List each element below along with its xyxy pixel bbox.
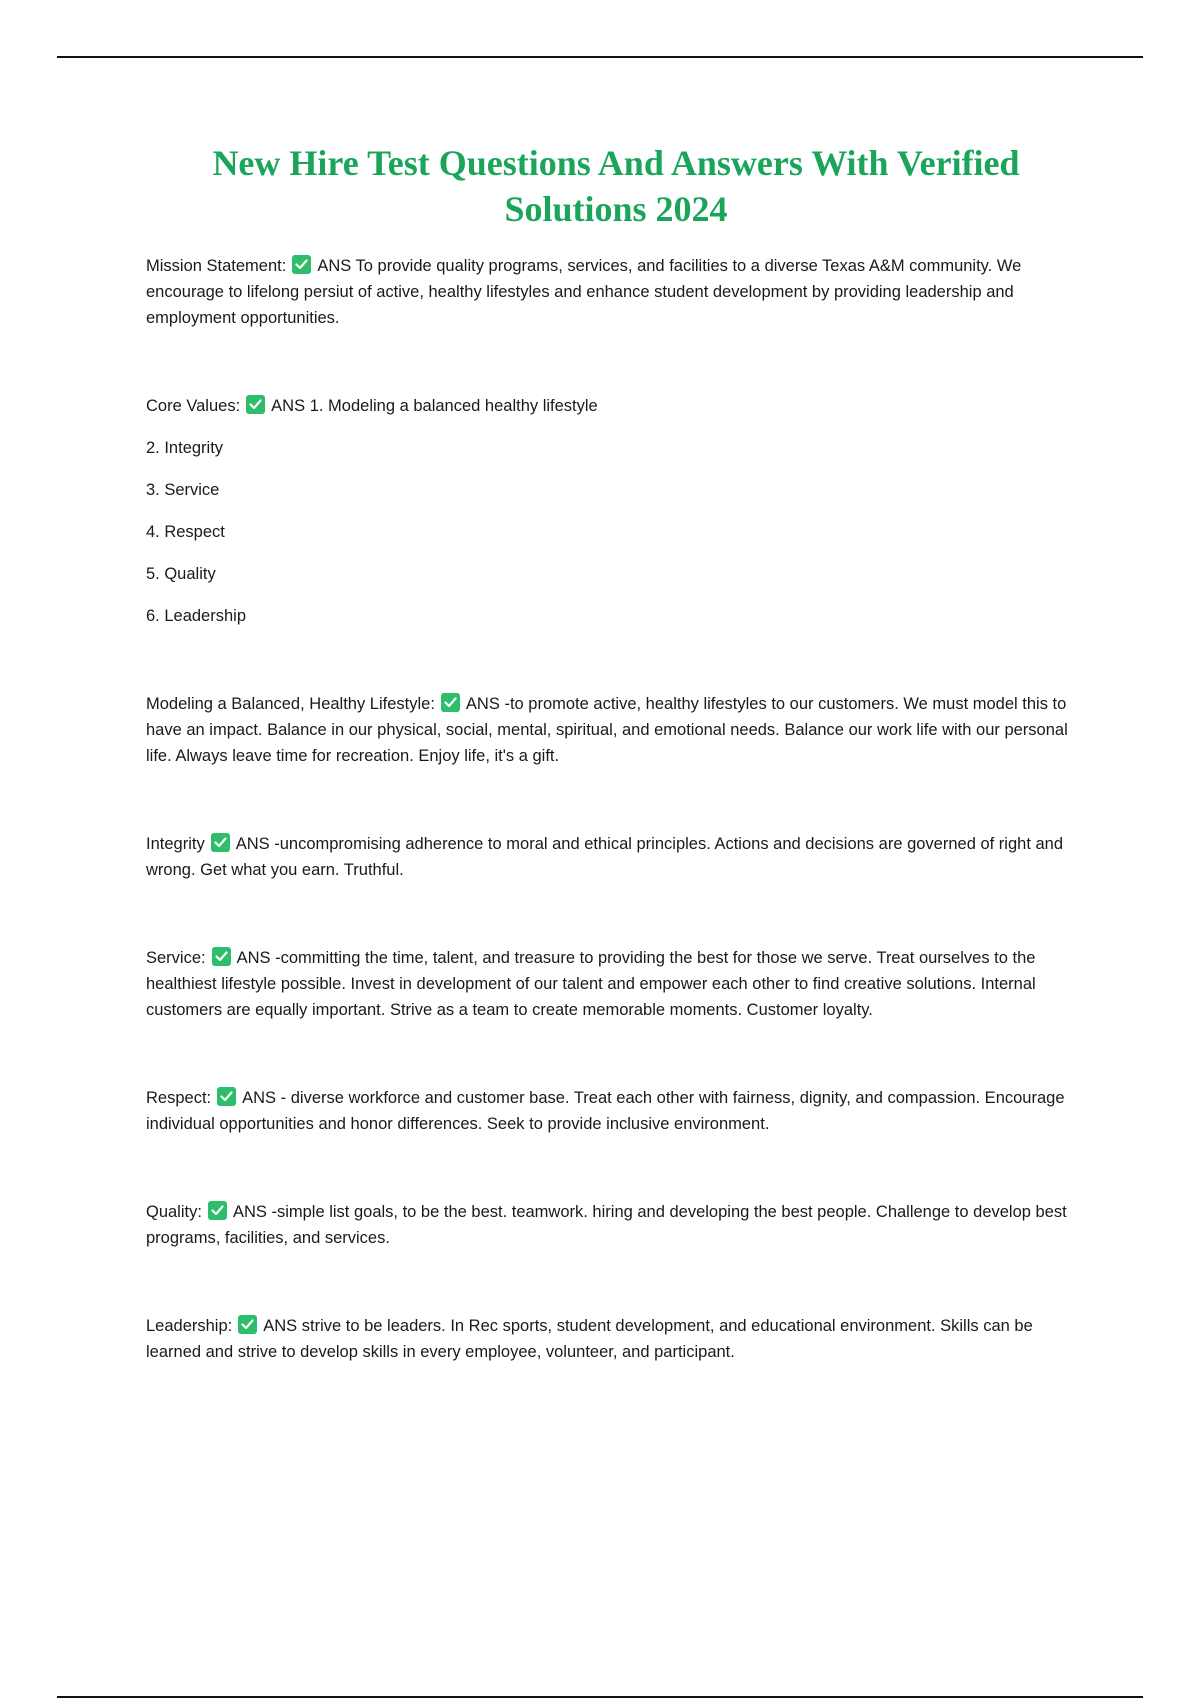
qa-item-mission — [146, 253, 1081, 331]
ans-label: ANS — [263, 1317, 298, 1335]
qa-item-balanced-lifestyle — [146, 691, 1081, 769]
check-icon — [208, 1201, 227, 1220]
ans-label: ANS — [235, 835, 270, 853]
question-term: Respect: — [146, 1089, 212, 1107]
question-term: Integrity — [146, 835, 205, 853]
qa-item-respect — [146, 1085, 1081, 1137]
qa-item-core-values — [146, 393, 1081, 419]
question-term: Core Values: — [146, 397, 241, 415]
core-value-item: 2. Integrity — [146, 439, 224, 457]
check-icon — [246, 395, 265, 414]
check-icon — [211, 833, 230, 852]
qa-item-leadership — [146, 1313, 1081, 1365]
answer-text: -simple list goals, to be the best. teamwork. hiring and developing the best people. Challenge to develop best programs, facilities, and services. — [146, 1203, 1067, 1247]
answer-text: -committing the time, talent, and treasure to providing the best for those we serve. Treat ourselves to the healthiest lifestyle possible. Invest in development of our talent and empower each other to find creative solutions. Internal customers are equally important. Strive as a team to create memorable moments. Customer loyalty. — [146, 949, 1036, 1019]
ans-label: ANS — [465, 695, 500, 713]
question-term: Mission Statement: — [146, 257, 287, 275]
ans-label: ANS — [236, 949, 271, 967]
check-icon — [292, 255, 311, 274]
ans-label: ANS — [242, 1089, 277, 1107]
check-icon — [441, 693, 460, 712]
ans-label: ANS — [271, 397, 306, 415]
question-term: Service: — [146, 949, 206, 967]
answer-text: To provide quality programs, services, and facilities to a diverse Texas A&M community. We encourage to lifelong persiut of active, healthy lifestyles and enhance student development by providing leadership and employment opportunities. — [146, 257, 1022, 327]
core-value-item: 5. Quality — [146, 565, 216, 583]
page-title: New Hire Test Questions And Answers With Verified Solutions 2024 — [212, 143, 1020, 229]
ans-label: ANS — [232, 1203, 267, 1221]
question-term: Quality: — [146, 1203, 202, 1221]
check-icon — [212, 947, 231, 966]
answer-text: 1. Modeling a balanced healthy lifestyle — [309, 397, 598, 415]
answer-text: - diverse workforce and customer base. Treat each other with fairness, dignity, and compassion. Encourage individual opportunities and honor differences. Seek to provide inclusive environment. — [146, 1089, 1065, 1133]
check-icon — [238, 1315, 257, 1334]
answer-text: -uncompromising adherence to moral and ethical principles. Actions and decisions are governed of right and wrong. Get what you earn. Truthful. — [146, 835, 1064, 879]
qa-content — [146, 253, 1081, 1365]
qa-item-integrity — [146, 831, 1081, 883]
question-term: Leadership: — [146, 1317, 233, 1335]
qa-item-service — [146, 945, 1081, 1023]
question-term: Modeling a Balanced, Healthy Lifestyle: — [146, 695, 435, 713]
answer-text: strive to be leaders. In Rec sports, student development, and educational environment. Skills can be learned and strive to develop skills in every employee, volunteer, and participant. — [146, 1317, 1033, 1361]
answer-text: -to promote active, healthy lifestyles to our customers. We must model this to have an impact. Balance in our physical, social, mental, spiritual, and emotional needs. Balance our work life with our personal life. Always leave time for recreation. Enjoy life, it's a gift. — [146, 695, 1068, 765]
core-value-item: 3. Service — [146, 481, 220, 499]
top-rule — [57, 56, 1143, 58]
qa-item-quality — [146, 1199, 1081, 1251]
ans-label: ANS — [317, 257, 352, 275]
bottom-rule — [57, 1696, 1143, 1698]
core-value-item: 4. Respect — [146, 523, 225, 541]
core-value-item: 6. Leadership — [146, 607, 246, 625]
check-icon — [217, 1087, 236, 1106]
